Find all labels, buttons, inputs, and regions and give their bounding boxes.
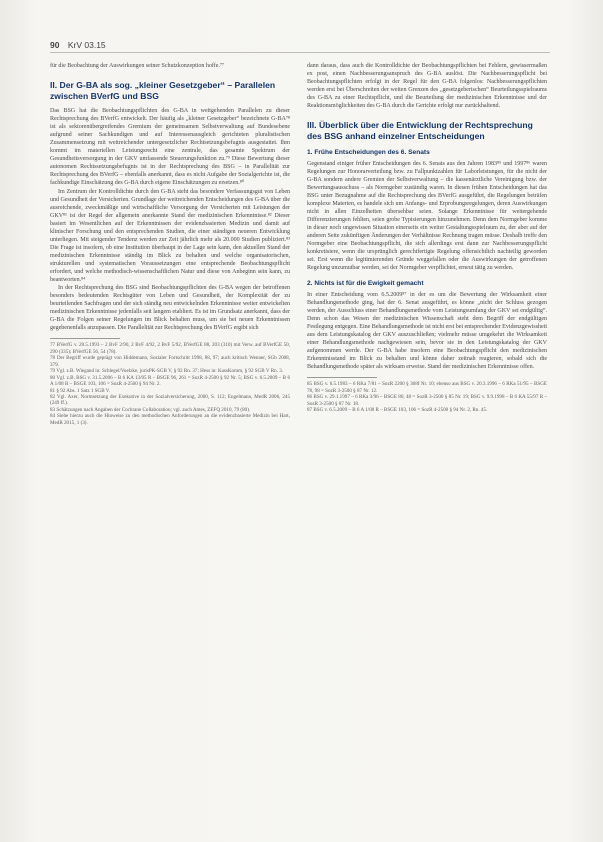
- paragraph: In der Rechtsprechung des BSG sind Beobachtungspflichten des G-BA wegen der betroffenen besonders bedeutenden Rechtsgüter von Leben und Gesundheit, der Komplexität der zu beurteilenden Sachfragen und der sich ständig neu entwickelnden Erkenntnisse weiter entwickelten medizinischen Erkenntnisse jedenfalls seit langem etabliert. Es ist im Grundsatz anerkannt, dass der G-BA die Folgen seiner Regelungen im Blick behalten muss, um sie bei neuen Erkenntnissen gegebenenfalls anzupassen. Die Parallelität zur Rechtsprechung des BVerfG ergibt sich: [50, 285, 290, 332]
- journal-name: KrV 03.15: [67, 40, 106, 50]
- footnote: 80 Vgl. z.B. BSG v. 31.5.2006 – B 6 KA 13/05 R – BSGE 96, 261 = SozR 4-2500 § 92 Nr. 5; BSG v. 6.5.2009 – B 6 A 1/08 R – BSGE 103, 106 = SozR 4-2500 § 94 Nr. 2.: [50, 374, 290, 388]
- footnote-rule: [307, 377, 377, 378]
- section-heading: II. Der G-BA als sog. „kleiner Gesetzgeber“ – Parallelen zwischen BVerfG und BSG: [50, 80, 276, 101]
- subsection-heading: 2. Nichts ist für die Ewigkeit gemacht: [307, 280, 424, 288]
- header-rule: [50, 52, 550, 53]
- section-heading: III. Überblick über die Entwicklung der Rechtsprechung des BSG anhand einzelner Entscheidungen: [307, 120, 533, 141]
- right-column: [307, 62, 547, 414]
- footnote: 79 Vgl. z.B. Wiegand in: Schlegel/Voelzke, jurisPK-SGB V, § 92 Rn. 37; Hess in: KassKomm, § 92 SGB V Rn. 3.: [50, 368, 284, 375]
- footnote: 85 BSG v. 6.5.1983 – 6 RKa 7/81 – SozR 2200 § 368f Nr. 10; ebenso aus BSG v. 20.3.1996 – 6 RKa 51/95 – BSGE 78, 98 = SozR 3-2500 § 87 Nr. 12.: [307, 381, 547, 394]
- running-header: [50, 40, 106, 50]
- footnotes: [50, 342, 290, 426]
- intro-text: dann daraus, dass auch die Kontrolldichte der Beobachtungspflichten bei Fehlern, gewissermaßen ex post, einen Nachbesserungsanspruch des G-BA auslöst. Die Nachbesserungspflicht bei Beobachtungspflichten erfolgt in der Regel für den G-BA folgenlos: Nachbesserungspflichten werden erst bei Überschreiten der weiten Grenzen des „gesetzgeberischen“ Beurteilungsspielraums des G-BA zu einer Rechtspflicht, und die Beurteilung der medizinischen Erkenntnisse und der Reaktionsmöglichkeiten des G-BA durch die Gerichte erfolgt nur zurückhaltend.: [307, 63, 547, 110]
- paragraph: Das BSG hat die Beobachtungspflichten des G-BA in weitgehenden Parallelen zu dieser Rechtsprechung des BVerfG entwickelt. Der häufig als „kleiner Gesetzgeber“ bezeichnete G-BA⁷⁸ ist als sektorenübergreifendes Gremium der gemeinsamen Selbstverwaltung auf Bundesebene aufgrund seiner Sachkundigen und auf Interessenausgleich gerichteten pluralistischen Zusammensetzung mit weitreichender untergesetzlicher Rechtsetzungsbefugnis ausgestattet. Ihm kommt im materiellen Leistungsrecht eine zentrale, das gesamte Spektrum der Gesundheitsversorgung in der GKV umfassende Steuerungsfunktion zu.⁷⁹ Diese Bewertung dieser autonomen Rechtssetzungsbefugnis ist in der Rechtsprechung des BSG – in Parallelität zur Rechtsprechung des BVerfG – ebenfalls anerkannt, dass es nicht Aufgabe der Sozialgerichte ist, die fachkundige Einschätzung des G-BA durch eigene Einschätzungen zu ersetzen.⁸⁰: [50, 108, 290, 187]
- intro-text: für die Beobachtung der Auswirkungen seiner Schutzkonzeption hoffe.⁷⁷: [50, 63, 224, 69]
- footnote: 86 BSG v. 29.1.1997 – 6 RKa 3/96 – BSGE 80, 48 = SozR 3-2500 § 85 Nr. 19; BSG v. 9.9.1998 – B 6 KA 55/97 R – SozR 3-2500 § 87 Nr. 18.: [307, 394, 547, 407]
- page-number: 90: [50, 40, 60, 50]
- footnotes: [307, 381, 547, 413]
- footnote: 84 Siehe hierzu auch die Hinweise zu den methodischen Anforderungen an die evidenzbasierte Medizin bei Hart, MedR 2015, 1 (3).: [50, 413, 290, 426]
- footnote: 82 Vgl. Axer, Normsetzung der Exekutive in der Sozialversicherung, 2000, S. 112; Engelmann, MedR 2006, 245 (249 ff.).: [50, 393, 290, 407]
- footnote-rule: [50, 338, 120, 339]
- left-column: [50, 62, 290, 426]
- paragraph: Gegenstand einiger früher Entscheidungen des 6. Senats aus den Jahren 1983⁸⁵ und 1997⁸⁶ waren Regelungen zur Honorarverteilung bzw. zu Fallpunktzahlen für Laborleistungen, für die nicht der G-BA sondern andere Gremien der Selbstverwaltung – die kassenärztliche Vereinigung bzw. der Bewertungsausschuss – als Normgeber zuständig waren. In diesen frühen Entscheidungen hat das BSG unter Bezugnahme auf die Rechtsprechung des BVerfG ausgeführt, die Regelungen beträfen komplexe Materien, es handele sich um Anfangs- und Erprobungsregelungen, deren Auswirkungen nicht in allen Einzelheiten übersehbar seien. Solange Erkenntnisse für weitergehende Differenzierungen fehlten, seien grobe Typisierungen hinzunehmen. Denn dem Normgeber komme in dieser noch ungewissen Situation einerseits ein weiter Gestaltungsspielraum zu, der aber auf der anderen Seite zukünftigen Änderungen der Verhältnisse Rechnung tragen müsse. Deshalb treffe den Normgeber eine Beobachtungspflicht, die sich allerdings erst dann zur Nachbesserungspflicht konkretisiere, wenn die ursprünglich gerechtfertigte Regelung offensichtlich nachteilig geworden sei. Erst wenn die legitimierenden Gründe weggefallen oder die Auswirkungen der getroffenen Regelung unzumutbar werden, sei der Normgeber verpflichtet, erneut tätig zu werden.: [307, 160, 547, 272]
- footnote: 87 BSG v. 6.5.2009 – B 6 A 1/08 R – BSGE 103, 106 = SozR 4-2500 § 94 Nr. 2, Rn. 45.: [307, 407, 488, 414]
- footnote: 83 Schätzungen nach Angaben der Cochrane Collaboration; vgl. auch Antes, ZEFQ 2010, 79 (80).: [50, 406, 251, 413]
- paragraph: In einer Entscheidung vom 6.5.2009⁸⁷ in der es um die Bewertung der Wirksamkeit einer Behandlungsmethode ging, hat der 6. Senat ausgeführt, es könne „nicht der Schluss gezogen werden, der Ausschluss einer Behandlungsmethode vom Leistungsumfang der GKV sei endgültig“. Denn schon das Wesen der medizinischen Wissenschaft steht dem Begriff der endgültigen Festlegung entgegen. Eine Behandlungsmethode ist nicht erst bei entsprechender Evidenzgewissheit aus dem Leistungskatalog der GKV auszuschließen; vielmehr müsse umgekehrt die Wirksamkeit einer Behandlungsmethode nachgewiesen sein, bevor sie in den Leistungskatalog der GKV aufgenommen werde. Der G-BA habe insofern eine Beobachtungspflicht den medizinischen Erkenntnisstand im Blick zu behalten und könne daher zeitnah reagieren, sobald sich die Behandlungsmethode später als wirksam erweise. Stand der medizinischen Erkenntnisse offen.: [307, 291, 547, 371]
- footnote: 78 Der Begriff wurde geprägt von Hiddemann, Sozialer Fortschritt 1998, 88, 97; auch kritisch Wenner, SGb 2008, 379.: [50, 355, 290, 368]
- footnote: 81 § 92 Abs. 1 Satz 1 SGB V.: [50, 387, 111, 394]
- paragraph: Im Zentrum der Kontrolldichte durch den G-BA steht das besondere Verfassungsgut von Leben und Gesundheit der Versicherten. Grundlage der weitreichenden Entscheidungen des G-BA über die ausreichende, zweckmäßige und wirtschaftliche Versorgung der Versicherten mit Leistungen der GKV⁸¹ ist der Regel der allgemein anerkannte Stand der medizinischen Erkenntnisse.⁸² Dieser basiert im Wesentlichen auf der Erkenntnissen der evidenzbasierten Medizin und damit auf klinischer Forschung und den entsprechenden Studien, die einer ständigen neueren Entwicklung unterliegen. Mit steigender Tendenz werden zur Zeit jährlich mehr als 20.000 Studien publiziert.⁸³ Die Frage ist insofern, ob eine Institution überhaupt in der Lage sein kann, den aktuellen Stand der medizinischen Erkenntnisse ständig im Blick zu behalten und welche organisatorischen, strukturellen und systematischen Voraussetzungen eine entsprechende Beobachtungspflicht erfordert, und welche methodisch-wissenschaftlichen Natur und diese von Anbeginn sein kann, zu beantworten.⁸⁴: [50, 188, 290, 284]
- subsection-heading: 1. Frühe Entscheidungen des 6. Senats: [307, 149, 430, 157]
- footnote: 77 BVerfG v. 28.5.1993 – 2 BvF 2/90, 2 BvF 4/92, 2 BvF 5/92, BVerfGE 88, 203 (310) mit Verw. auf BVerfGE 50, 290 (335); BVerfGE 56, 54 (78).: [50, 342, 290, 355]
